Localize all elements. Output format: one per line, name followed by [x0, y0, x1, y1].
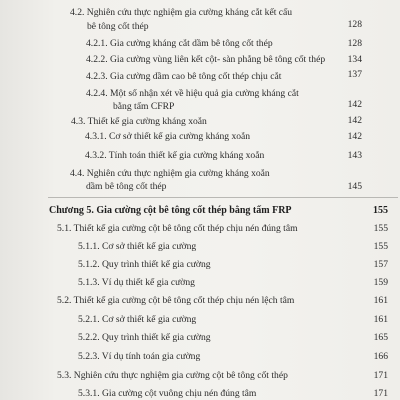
toc-entry-5-1: 5.1. Thiết kế gia cường cột bê tông cốt thép chịu nén đúng tâm: [57, 223, 298, 234]
toc-entry-4-2-4: 4.2.4. Một số nhận xét về hiệu quả gia cường kháng cắt: [86, 88, 299, 99]
toc-entry-5-2: 5.2. Thiết kế gia cường cột bê tông cốt thép chịu nén lệch tâm: [57, 295, 295, 306]
toc-page-5-1-3: 159: [373, 277, 388, 288]
toc-page-5-3: 171: [373, 370, 388, 381]
toc-entry-4-2-1: 4.2.1. Gia cường kháng cắt dầm bê tông cốt thép: [86, 38, 273, 49]
toc-page-4-2-1: 128: [347, 38, 362, 49]
toc-page-5-1-2: 157: [373, 259, 388, 270]
toc-entry-5-2-2: 5.2.2. Quy trình thiết kế gia cường: [78, 332, 211, 343]
toc-entry-4-2: 4.2. Nghiên cứu thực nghiệm gia cường kháng cắt kết cấu: [70, 7, 293, 18]
toc-page-4-3-2: 143: [347, 150, 362, 161]
toc-page-4-3: 142: [347, 115, 362, 126]
toc-entry-4-3-2: 4.3.2. Tính toán thiết kế gia cường kháng xoắn: [85, 150, 265, 161]
toc-page-5-2: 161: [373, 295, 388, 306]
toc-page-5-3-1: 171: [373, 388, 388, 399]
toc-page-5-2-1: 161: [373, 314, 388, 325]
toc-entry-4-3: 4.3. Thiết kế gia cường kháng xoắn: [71, 116, 207, 127]
toc-entry-5-2-3: 5.2.3. Ví dụ tính toán gia cường: [78, 351, 201, 362]
toc-entry-4-2-cont: bê tông cốt thép: [87, 21, 149, 32]
toc-entry-5-3-1: 5.3.1. Gia cường cột vuông chịu nén đúng tâm: [78, 388, 257, 399]
toc-entry-5-1-1: 5.1.1. Cơ sở thiết kế gia cường: [78, 241, 197, 252]
toc-entry-5-3: 5.3. Nghiên cứu thực nghiệm gia cường cột bê tông cốt thép: [57, 370, 288, 381]
toc-page-5-1-1: 155: [373, 241, 388, 252]
toc-page-4-2-2: 134: [347, 54, 362, 65]
toc-entry-4-4: 4.4. Nghiên cứu thực nghiệm gia cường kháng xoắn: [70, 168, 270, 179]
toc-entry-4-2-3: 4.2.3. Gia cường dầm cao bê tông cốt thép chịu cắt: [86, 71, 282, 82]
toc-page-4-2: 128: [347, 19, 362, 30]
toc-page-5-2-3: 166: [373, 351, 388, 362]
toc-entry-5-1-3: 5.1.3. Ví dụ thiết kế gia cường: [78, 277, 195, 288]
toc-page-chapter-5: 155: [373, 205, 388, 216]
toc-entry-5-1-2: 5.1.2. Quy trình thiết kế gia cường: [78, 259, 211, 270]
toc-entry-4-2-4-cont: bằng tấm CFRP: [113, 101, 175, 112]
chapter-divider: [48, 197, 398, 198]
toc-page-5-1: 155: [373, 223, 388, 234]
toc-page-5-2-2: 165: [373, 332, 388, 343]
toc-entry-4-2-2: 4.2.2. Gia cường vùng liên kết cột- sàn phẳng bê tông cốt thép: [86, 54, 326, 65]
toc-entry-5-2-1: 5.2.1. Cơ sở thiết kế gia cường: [78, 314, 197, 325]
toc-page-4-2-3: 137: [347, 69, 362, 80]
toc-page-4-4: 145: [347, 181, 362, 192]
toc-page-4-3-1: 142: [347, 131, 362, 142]
toc-page-4-2-4: 142: [347, 99, 362, 110]
toc-entry-4-3-1: 4.3.1. Cơ sở thiết kế gia cường kháng xoắn: [85, 131, 251, 142]
toc-entry-4-4-cont: dầm bê tông cốt thép: [86, 181, 167, 192]
toc-chapter-5: Chương 5. Gia cường cột bê tông cốt thép bằng tấm FRP: [49, 205, 292, 216]
